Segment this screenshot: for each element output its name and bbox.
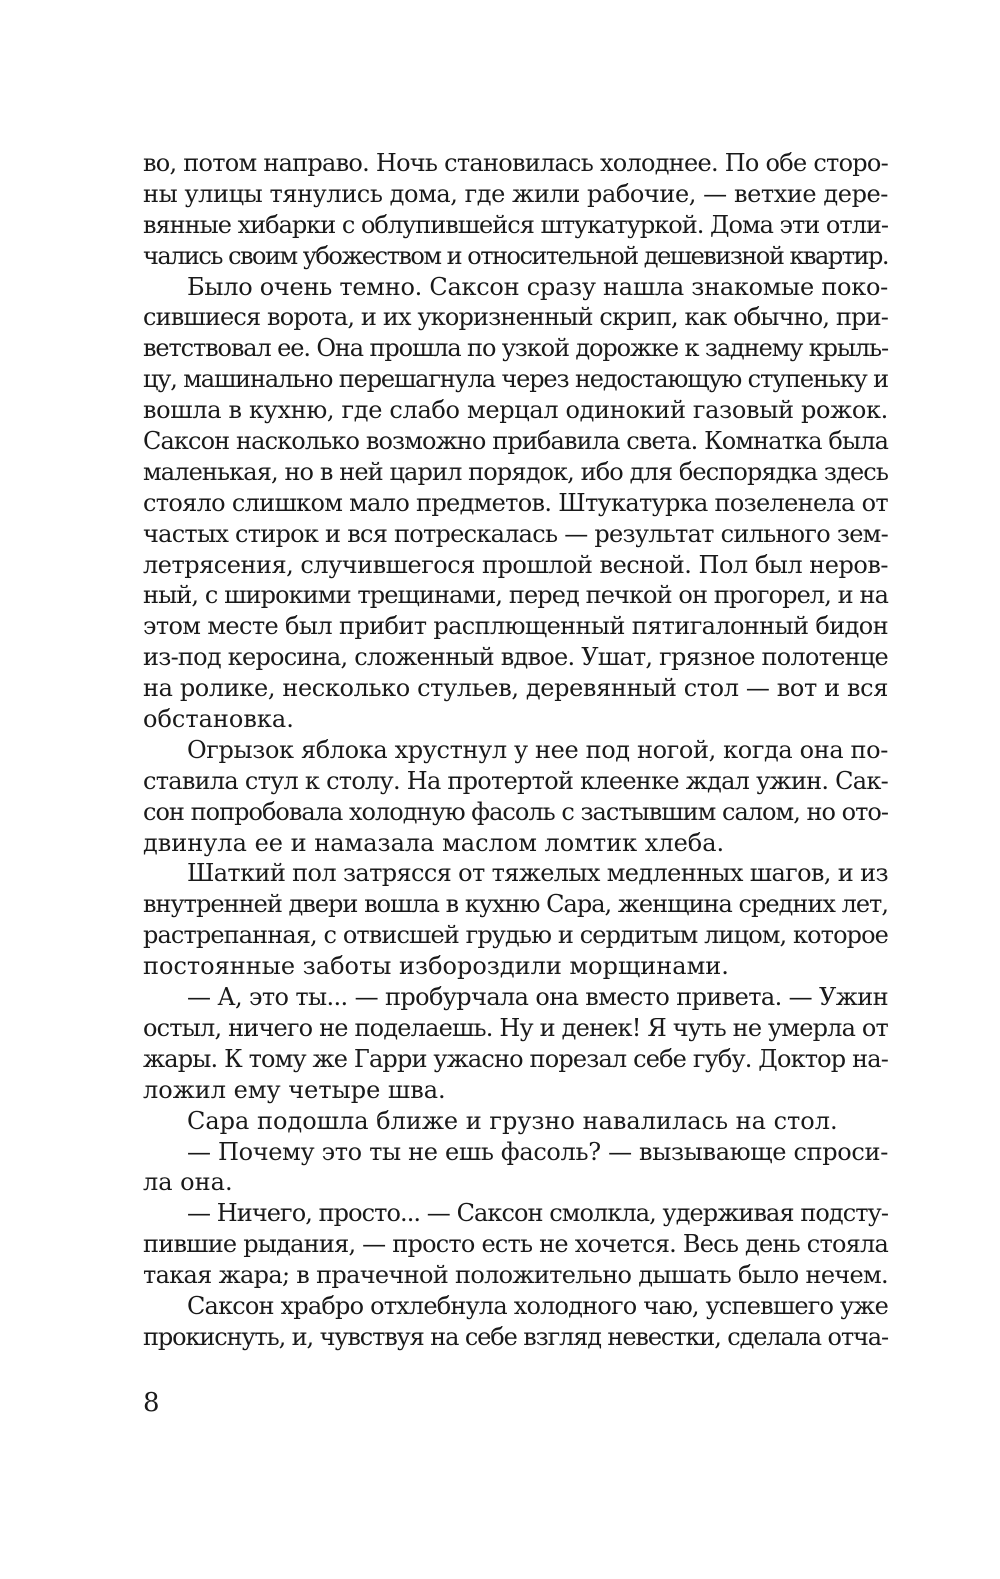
text-line: этом месте был прибит расплющенный пятигалонный бидон (143, 612, 888, 641)
text-line: Шаткий пол затрясся от тяжелых медленных шагов, и из (187, 859, 888, 888)
text-line: Саксон храбро отхлебнула холодного чаю, успевшего уже (187, 1291, 888, 1320)
text-line: Саксон насколько возможно прибавила света. Комнатка была (143, 427, 888, 456)
text-line: ветствовал ее. Она прошла по узкой дорожке к заднему крыль- (143, 334, 889, 363)
text-line: вянные хибарки с облупившейся штукатуркой. Дома эти отли- (143, 210, 889, 239)
text-line: сон попробовала холодную фасоль с застывшим салом, но ото- (143, 797, 888, 826)
text-line: Сара подошла ближе и грузно навалилась на стол. (187, 1106, 838, 1135)
text-line: ла она. (143, 1168, 233, 1197)
text-line: чались своим убожеством и относительной дешевизной квартир. (143, 241, 888, 270)
text-line: из-под керосина, сложенный вдвое. Ушат, грязное полотенце (143, 643, 889, 672)
text-line: растрепанная, с отвисшей грудью и сердитым лицом, которое (143, 921, 888, 950)
text-line: ны улицы тянулись дома, где жили рабочие, — ветхие дере- (143, 179, 888, 208)
text-line: такая жара; в прачечной положительно дышать было нечем. (143, 1261, 889, 1290)
text-line: летрясения, случившегося прошлой весной. Пол был неров- (143, 550, 888, 579)
text-line: во, потом направо. Ночь становилась холоднее. По обе сторо- (143, 149, 889, 177)
body-text (143, 148, 888, 1353)
text-line: жары. К тому же Гарри ужасно порезал себе губу. Доктор на- (143, 1044, 888, 1073)
text-line: Было очень темно. Саксон сразу нашла знакомые поко- (187, 272, 889, 301)
text-line: стояло слишком мало предметов. Штукатурка позеленела от (143, 488, 888, 517)
text-line: ложил ему четыре шва. (143, 1075, 446, 1104)
text-line: маленькая, но в ней царил порядок, ибо для беспорядка здесь (143, 457, 889, 486)
page-number: 8 (143, 1388, 160, 1418)
text-line: сившиеся ворота, и их укоризненный скрип, как обычно, при- (143, 303, 888, 332)
text-line: постоянные заботы избороздили морщинами. (143, 952, 729, 981)
text-line: на ролике, несколько стульев, деревянный стол — вот и вся (143, 674, 888, 703)
text-line: — Почему это ты не ешь фасоль? — вызывающе спроси- (187, 1137, 888, 1166)
text-line: обстановка. (143, 705, 294, 734)
text-line: — Ничего, просто... — Саксон смолкла, удерживая подсту- (187, 1199, 888, 1228)
text-line: пившие рыдания, — просто есть не хочется. Весь день стояла (143, 1230, 888, 1259)
text-line: — А, это ты... — пробурчала она вместо привета. — Ужин (187, 983, 888, 1012)
text-line: двинула ее и намазала маслом ломтик хлеба. (143, 828, 725, 857)
text-line: внутренней двери вошла в кухню Сара, женщина средних лет, (143, 890, 888, 919)
text-line: остыл, ничего не поделаешь. Ну и денек! Я чуть не умерла от (143, 1013, 888, 1042)
text-line: Огрызок яблока хрустнул у нее под ногой, когда она по- (187, 735, 888, 764)
text-line: прокиснуть, и, чувствуя на себе взгляд невестки, сделала отча- (143, 1322, 888, 1351)
text-line: вошла в кухню, где слабо мерцал одинокий газовый рожок. (143, 396, 888, 425)
text-line: ный, с широкими трещинами, перед печкой он прогорел, и на (143, 581, 888, 610)
text-line: цу, машинально перешагнула через недостающую ступеньку и (143, 365, 888, 394)
text-line: частых стирок и вся потрескалась — результат сильного зем- (143, 519, 888, 548)
text-line: ставила стул к столу. На протертой клеенке ждал ужин. Сак- (143, 766, 888, 795)
